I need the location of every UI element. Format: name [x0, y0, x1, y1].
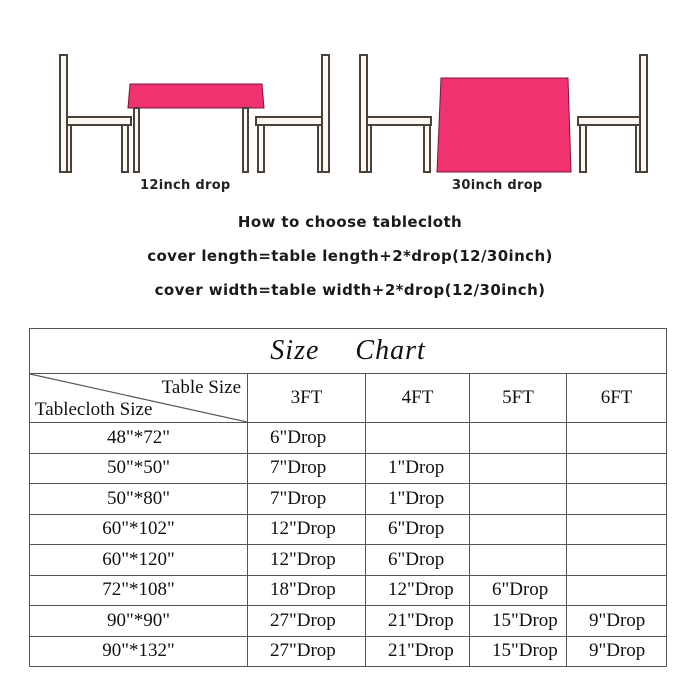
table-row — [30, 636, 667, 667]
drop-cell — [567, 575, 667, 606]
drop-cell — [366, 423, 470, 454]
table-row — [30, 514, 667, 545]
drop-cell: 15"Drop — [470, 606, 567, 637]
drop-cell: 1"Drop — [366, 484, 470, 515]
left-right-chair-icon — [256, 55, 329, 172]
tablecloth-size-cell: 72"*108" — [30, 575, 248, 606]
right-right-chair-icon — [578, 55, 647, 172]
drop-cell: 27"Drop — [248, 636, 366, 667]
column-header-4ft: 4FT — [366, 374, 470, 423]
corner-header — [30, 374, 248, 423]
table-row — [30, 545, 667, 576]
table-row — [30, 575, 667, 606]
drop-cell: 7"Drop — [248, 484, 366, 515]
drop-cell — [567, 484, 667, 515]
drop-cell: 1"Drop — [366, 453, 470, 484]
drop-cell: 6"Drop — [248, 423, 366, 454]
table-row — [30, 453, 667, 484]
tablecloth-size-cell: 60"*102" — [30, 514, 248, 545]
drop-cell: 6"Drop — [470, 575, 567, 606]
drop-cell: 9"Drop — [567, 636, 667, 667]
drop-cell: 15"Drop — [470, 636, 567, 667]
tablecloth-size-cell: 50"*80" — [30, 484, 248, 515]
drop-cell — [567, 514, 667, 545]
table-row — [30, 484, 667, 515]
drop-cell: 6"Drop — [366, 545, 470, 576]
size-chart-table — [29, 328, 667, 667]
table-size-label: Table Size — [161, 377, 241, 398]
width-formula: cover width=table width+2*drop(12/30inch) — [154, 281, 546, 299]
table-row — [30, 606, 667, 637]
tablecloth-size-cell: 90"*132" — [30, 636, 248, 667]
drop-cell — [470, 423, 567, 454]
drop-cell: 9"Drop — [567, 606, 667, 637]
right-scene — [360, 55, 647, 172]
drop-cell — [567, 453, 667, 484]
instructions — [0, 210, 700, 312]
drop-cell — [470, 484, 567, 515]
right-left-chair-icon — [360, 55, 431, 172]
tablecloth-size-label: Tablecloth Size — [35, 399, 153, 420]
column-header-5ft: 5FT — [470, 374, 567, 423]
drop-cell: 12"Drop — [366, 575, 470, 606]
size-chart-title: Size Chart — [30, 329, 667, 374]
tablecloth-size-cell: 90"*90" — [30, 606, 248, 637]
tablecloth-size-cell: 48"*72" — [30, 423, 248, 454]
table-row — [30, 423, 667, 454]
drop-cell: 6"Drop — [366, 514, 470, 545]
tablecloth-size-cell: 60"*120" — [30, 545, 248, 576]
right-table-icon — [437, 78, 571, 172]
left-table-icon — [128, 84, 264, 172]
left-chair-icon — [60, 55, 131, 172]
drop-cell: 12"Drop — [248, 545, 366, 576]
instructions-heading: How to choose tablecloth — [237, 213, 463, 231]
header-row — [30, 374, 667, 423]
drop-cell — [567, 423, 667, 454]
drop-cell — [470, 545, 567, 576]
drop-cell — [470, 514, 567, 545]
tablecloth-drop-illustration — [0, 0, 700, 200]
drop-cell: 21"Drop — [366, 606, 470, 637]
drop-cell: 21"Drop — [366, 636, 470, 667]
left-scene — [60, 55, 329, 172]
column-header-6ft: 6FT — [567, 374, 667, 423]
drop-cell — [567, 545, 667, 576]
drop-cell — [470, 453, 567, 484]
drop-cell: 18"Drop — [248, 575, 366, 606]
drop-cell: 7"Drop — [248, 453, 366, 484]
twelve-inch-drop-label: 12inch drop — [140, 178, 231, 193]
column-header-3ft: 3FT — [248, 374, 366, 423]
length-formula: cover length=table length+2*drop(12/30inch) — [147, 247, 553, 265]
tablecloth-size-cell: 50"*50" — [30, 453, 248, 484]
drop-cell: 12"Drop — [248, 514, 366, 545]
thirty-inch-drop-label: 30inch drop — [452, 178, 543, 193]
drop-cell: 27"Drop — [248, 606, 366, 637]
